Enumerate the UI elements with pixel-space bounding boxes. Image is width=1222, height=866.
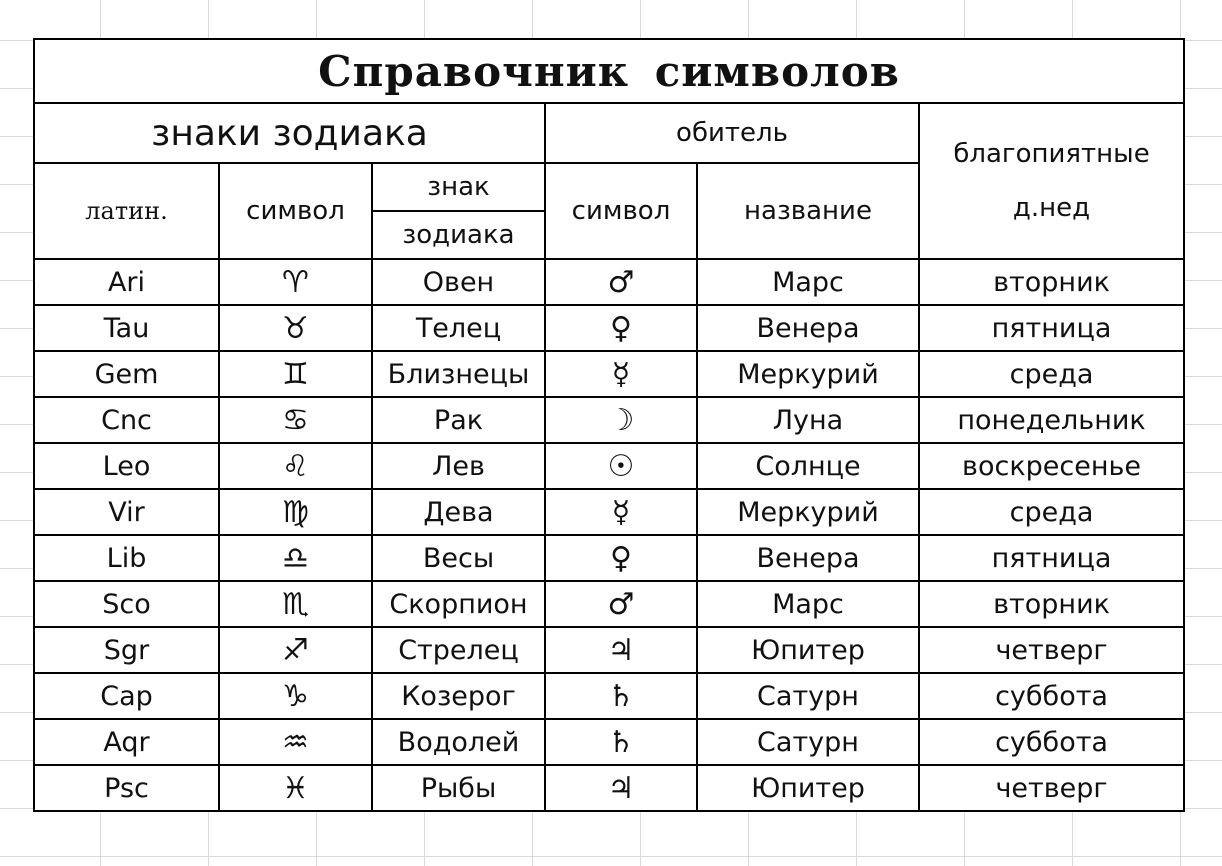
cell-planet-name[interactable]: Венера (697, 535, 919, 581)
symbols-reference-table (33, 38, 1185, 812)
cell-planet-symbol[interactable]: ☉ (545, 443, 697, 489)
table-title[interactable]: Справочник символов (34, 39, 1184, 103)
cell-planet-symbol[interactable]: ♀ (545, 535, 697, 581)
cell-sign-name[interactable]: Близнецы (372, 351, 545, 397)
cell-sign-name[interactable]: Козерог (372, 673, 545, 719)
cell-latin[interactable]: Ari (34, 259, 219, 305)
cell-zodiac-symbol[interactable]: ♑ (219, 673, 372, 719)
cell-zodiac-symbol[interactable]: ♉ (219, 305, 372, 351)
table-row (34, 535, 1184, 581)
cell-sign-name[interactable]: Дева (372, 489, 545, 535)
cell-favorable-day[interactable]: суббота (919, 673, 1184, 719)
cell-planet-symbol[interactable]: ♃ (545, 627, 697, 673)
cell-latin[interactable]: Sgr (34, 627, 219, 673)
header-symbol[interactable]: символ (219, 163, 372, 259)
table-row (34, 489, 1184, 535)
header-abode-name[interactable]: название (697, 163, 919, 259)
cell-planet-name[interactable]: Марс (697, 259, 919, 305)
header-sign-top[interactable]: знак (372, 163, 545, 211)
cell-latin[interactable]: Leo (34, 443, 219, 489)
cell-latin[interactable]: Sco (34, 581, 219, 627)
cell-zodiac-symbol[interactable]: ♋ (219, 397, 372, 443)
cell-favorable-day[interactable]: пятница (919, 535, 1184, 581)
cell-planet-name[interactable]: Юпитер (697, 627, 919, 673)
cell-sign-name[interactable]: Стрелец (372, 627, 545, 673)
cell-zodiac-symbol[interactable]: ♓ (219, 765, 372, 811)
cell-favorable-day[interactable]: вторник (919, 259, 1184, 305)
cell-zodiac-symbol[interactable]: ♏ (219, 581, 372, 627)
cell-zodiac-symbol[interactable]: ♒ (219, 719, 372, 765)
group-header-row (34, 103, 1184, 163)
cell-zodiac-symbol[interactable]: ♎ (219, 535, 372, 581)
cell-sign-name[interactable]: Весы (372, 535, 545, 581)
cell-sign-name[interactable]: Овен (372, 259, 545, 305)
cell-planet-name[interactable]: Меркурий (697, 351, 919, 397)
cell-favorable-day[interactable]: вторник (919, 581, 1184, 627)
cell-latin[interactable]: Tau (34, 305, 219, 351)
cell-latin[interactable]: Cap (34, 673, 219, 719)
cell-planet-symbol[interactable]: ☿ (545, 351, 697, 397)
cell-latin[interactable]: Lib (34, 535, 219, 581)
cell-planet-name[interactable]: Луна (697, 397, 919, 443)
cell-favorable-day[interactable]: пятница (919, 305, 1184, 351)
cell-favorable-day[interactable]: среда (919, 489, 1184, 535)
cell-planet-name[interactable]: Солнце (697, 443, 919, 489)
header-latin[interactable]: латин. (34, 163, 219, 259)
cell-sign-name[interactable]: Телец (372, 305, 545, 351)
cell-favorable-day[interactable]: четверг (919, 627, 1184, 673)
cell-latin[interactable]: Cnc (34, 397, 219, 443)
cell-sign-name[interactable]: Рыбы (372, 765, 545, 811)
cell-planet-name[interactable]: Сатурн (697, 719, 919, 765)
table-row (34, 397, 1184, 443)
header-abode-symbol[interactable]: символ (545, 163, 697, 259)
table-row (34, 719, 1184, 765)
cell-favorable-day[interactable]: среда (919, 351, 1184, 397)
table-row (34, 443, 1184, 489)
cell-latin[interactable]: Gem (34, 351, 219, 397)
cell-planet-symbol[interactable]: ♂ (545, 259, 697, 305)
cell-sign-name[interactable]: Скорпион (372, 581, 545, 627)
cell-favorable-day[interactable]: суббота (919, 719, 1184, 765)
cell-zodiac-symbol[interactable]: ♊ (219, 351, 372, 397)
table-row (34, 673, 1184, 719)
header-abode[interactable]: обитель (545, 103, 919, 163)
cell-planet-symbol[interactable]: ♃ (545, 765, 697, 811)
cell-planet-name[interactable]: Марс (697, 581, 919, 627)
table-row (34, 259, 1184, 305)
table-row (34, 627, 1184, 673)
cell-planet-name[interactable]: Меркурий (697, 489, 919, 535)
cell-zodiac-symbol[interactable]: ♈ (219, 259, 372, 305)
cell-latin[interactable]: Vir (34, 489, 219, 535)
table-row (34, 305, 1184, 351)
table-row (34, 581, 1184, 627)
table-row (34, 351, 1184, 397)
title-row (34, 39, 1184, 103)
cell-planet-symbol[interactable]: ♄ (545, 673, 697, 719)
cell-latin[interactable]: Psc (34, 765, 219, 811)
cell-sign-name[interactable]: Рак (372, 397, 545, 443)
cell-favorable-day[interactable]: понедельник (919, 397, 1184, 443)
cell-planet-name[interactable]: Сатурн (697, 673, 919, 719)
cell-zodiac-symbol[interactable]: ♌ (219, 443, 372, 489)
cell-favorable-day[interactable]: четверг (919, 765, 1184, 811)
header-favorable-days-text: благопиятные д.нед (953, 139, 1150, 223)
cell-planet-symbol[interactable]: ♂ (545, 581, 697, 627)
cell-planet-name[interactable]: Юпитер (697, 765, 919, 811)
cell-planet-symbol[interactable]: ♀ (545, 305, 697, 351)
cell-latin[interactable]: Aqr (34, 719, 219, 765)
cell-sign-name[interactable]: Водолей (372, 719, 545, 765)
cell-planet-symbol[interactable]: ☿ (545, 489, 697, 535)
cell-favorable-day[interactable]: воскресенье (919, 443, 1184, 489)
header-favorable-days[interactable] (919, 103, 1184, 259)
cell-planet-name[interactable]: Венера (697, 305, 919, 351)
cell-planet-symbol[interactable]: ♄ (545, 719, 697, 765)
header-sign-bottom[interactable]: зодиака (372, 211, 545, 259)
cell-zodiac-symbol[interactable]: ♍ (219, 489, 372, 535)
cell-planet-symbol[interactable]: ☽ (545, 397, 697, 443)
cell-zodiac-symbol[interactable]: ♐ (219, 627, 372, 673)
header-zodiac-signs[interactable]: знаки зодиака (34, 103, 545, 163)
cell-sign-name[interactable]: Лев (372, 443, 545, 489)
table-row (34, 765, 1184, 811)
